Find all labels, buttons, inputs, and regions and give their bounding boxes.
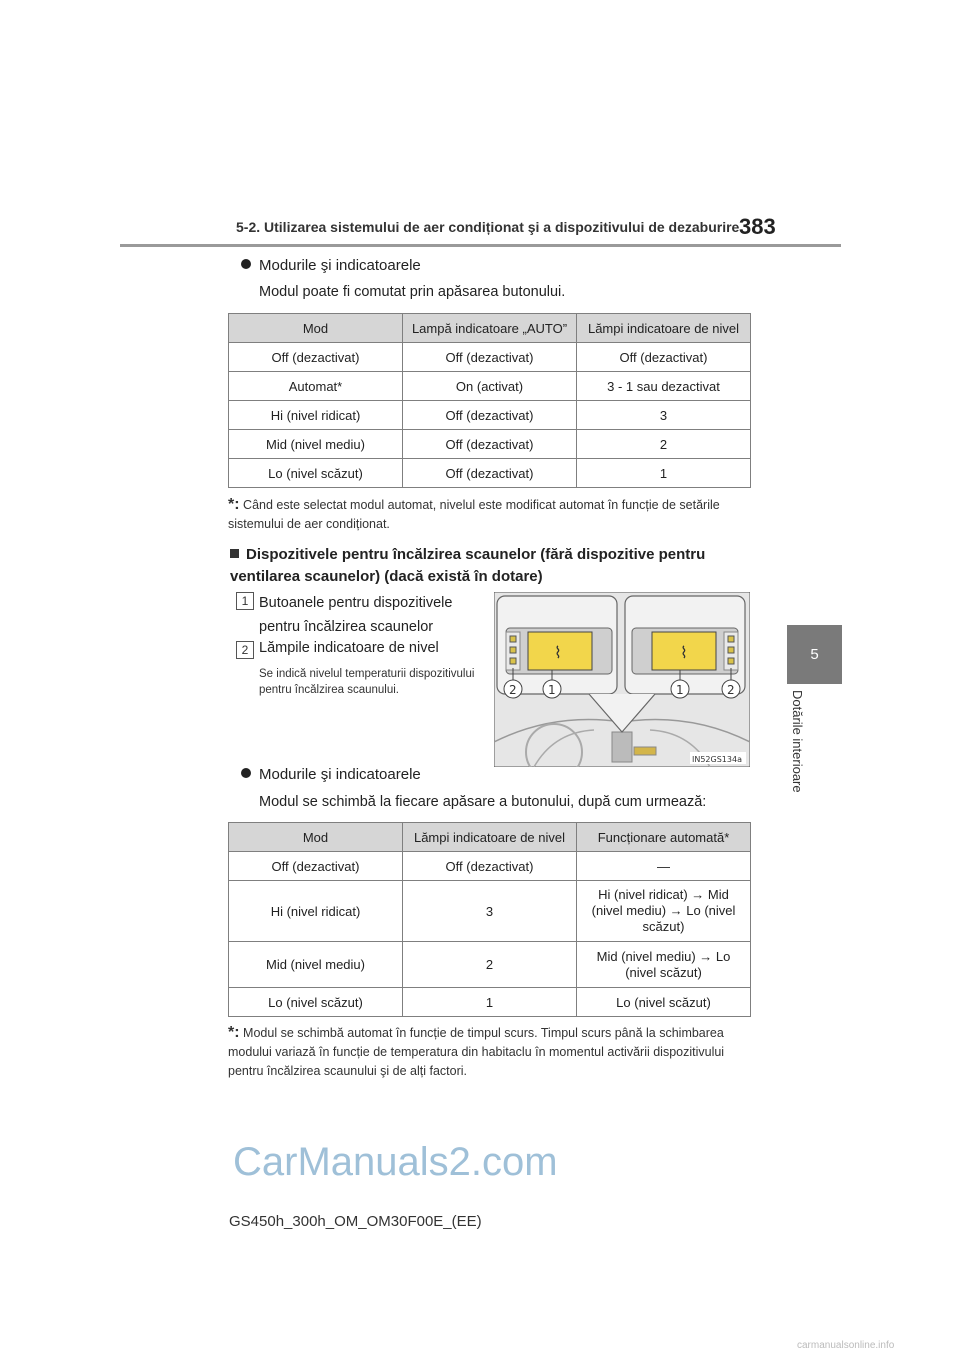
table-row — [229, 942, 751, 988]
section-marker — [230, 549, 239, 558]
table-cell: 2 — [577, 430, 751, 459]
callout-text-2: Lămpile indicatoare de nivel — [259, 640, 439, 656]
table-cell: Off (dezactivat) — [229, 852, 403, 881]
bullet-modes-1 — [241, 257, 421, 274]
section-heading-seat-heaters — [230, 544, 750, 588]
table-cell: Off (dezactivat) — [403, 459, 577, 488]
callout-text-1: Butoanele pentru dispozitivele pentru încălzirea scaunelor — [259, 595, 453, 635]
document-code-footer: GS450h_300h_OM_OM30F00E_(EE) — [229, 1213, 482, 1230]
table-cell: 1 — [403, 988, 577, 1017]
bullet-dot — [241, 259, 251, 269]
table-header: Lămpi indicatoare de nivel — [403, 823, 577, 852]
table-modes-fan — [228, 313, 751, 488]
table-cell: Hi (nivel ridicat) — [229, 401, 403, 430]
callout-left-1: 1 — [548, 683, 556, 697]
section-heading-text: Dispozitivele pentru încălzirea scaunelor (fără dispozitive pentru ventilarea scaunelor) (dacă există în dotare) — [230, 546, 706, 585]
table-cell: 2 — [403, 942, 577, 988]
footnote-mark: *: — [228, 496, 240, 513]
watermark-text: CarManuals2.com — [233, 1140, 558, 1184]
running-header-title: 5-2. Utilizarea sistemului de aer condiționat şi a dispozitivului de dezaburire — [236, 219, 740, 235]
callout-desc-2: Se indică nivelul temperaturii dispozitivului pentru încălzirea scaunului. — [259, 668, 475, 696]
footnote-table1 — [228, 495, 748, 534]
section3-text: Modul se schimbă la fiecare apăsare a butonului, după cum urmează: — [259, 794, 707, 810]
table-cell: 1 — [577, 459, 751, 488]
page-number: 383 — [739, 214, 776, 239]
table-cell: Off (dezactivat) — [577, 343, 751, 372]
table-cell: Mid (nivel mediu) — [229, 430, 403, 459]
chapter-number: 5 — [810, 646, 819, 663]
table-cell: 3 — [403, 881, 577, 942]
table-row — [229, 372, 751, 401]
table-row — [229, 430, 751, 459]
footnote-mark: *: — [228, 1024, 240, 1041]
table-cell: Off (dezactivat) — [403, 430, 577, 459]
svg-text:⌇: ⌇ — [680, 643, 688, 662]
table-cell: Off (dezactivat) — [229, 343, 403, 372]
bullet-text: Modurile şi indicatoarele — [259, 257, 421, 274]
table-row — [229, 343, 751, 372]
table-row — [229, 988, 751, 1017]
table-row — [229, 459, 751, 488]
table-header-row — [229, 314, 751, 343]
table-row — [229, 852, 751, 881]
bullet-dot — [241, 768, 251, 778]
table-header: Lămpi indicatoare de nivel — [577, 314, 751, 343]
callout-right-2: 2 — [727, 683, 735, 697]
table-modes-seat-heater — [228, 822, 751, 1017]
footnote-text: Când este selectat modul automat, nivelul este modificat automat în funcție de setările sistemului de aer condiționat. — [228, 498, 720, 531]
table-cell: 3 - 1 sau dezactivat — [577, 372, 751, 401]
table-header: Mod — [229, 314, 403, 343]
bottom-brand-text: carmanualsonline.info — [797, 1340, 895, 1351]
table-cell: Lo (nivel scăzut) — [577, 988, 751, 1017]
table-row — [229, 401, 751, 430]
table-cell: 3 — [577, 401, 751, 430]
table-cell: On (activat) — [403, 372, 577, 401]
table-cell: Hi (nivel ridicat) — [229, 881, 403, 942]
table-cell: Automat* — [229, 372, 403, 401]
footnote-table2 — [228, 1023, 748, 1081]
table-row — [229, 881, 751, 942]
table-cell: Lo (nivel scăzut) — [229, 988, 403, 1017]
table-header-row — [229, 823, 751, 852]
section1-text: Modul poate fi comutat prin apăsarea butonului. — [259, 284, 566, 300]
bullet-modes-2 — [241, 766, 421, 783]
table-header: Lampă indicatoare „AUTO” — [403, 314, 577, 343]
chapter-tab — [787, 625, 842, 684]
table-cell: Off (dezactivat) — [403, 852, 577, 881]
table-cell: Mid (nivel mediu) — [229, 942, 403, 988]
footnote-text: Modul se schimbă automat în funcție de timpul scurs. Timpul scurs până la schimbarea modului variază în funcție de temperatura din habitaclu în momentul activării dispozitivului pentru încălzirea scaunului şi de alți factori. — [228, 1026, 725, 1078]
header-rule — [120, 244, 841, 247]
table-cell: Off (dezactivat) — [403, 343, 577, 372]
table-cell: Mid (nivel mediu) → Lo (nivel scăzut) — [577, 942, 751, 988]
chapter-name: Dotările interioare — [790, 690, 805, 793]
table-header: Mod — [229, 823, 403, 852]
callout-badge-2: 2 — [236, 641, 254, 659]
image-code: IN52GS134a — [692, 755, 742, 764]
callout-left-2: 2 — [509, 683, 517, 697]
table-header: Funcționare automată* — [577, 823, 751, 852]
bullet-text: Modurile şi indicatoarele — [259, 766, 421, 783]
table-cell: Off (dezactivat) — [403, 401, 577, 430]
table-cell: Hi (nivel ridicat) → Mid (nivel mediu) → Lo (nivel scăzut) — [577, 881, 751, 942]
console-drawing — [494, 592, 750, 767]
table-cell: Lo (nivel scăzut) — [229, 459, 403, 488]
svg-text:⌇: ⌇ — [554, 643, 562, 662]
seat-heater-illustration — [494, 592, 750, 767]
table-cell: — — [577, 852, 751, 881]
callout-badge-1: 1 — [236, 592, 254, 610]
callout-right-1: 1 — [676, 683, 684, 697]
